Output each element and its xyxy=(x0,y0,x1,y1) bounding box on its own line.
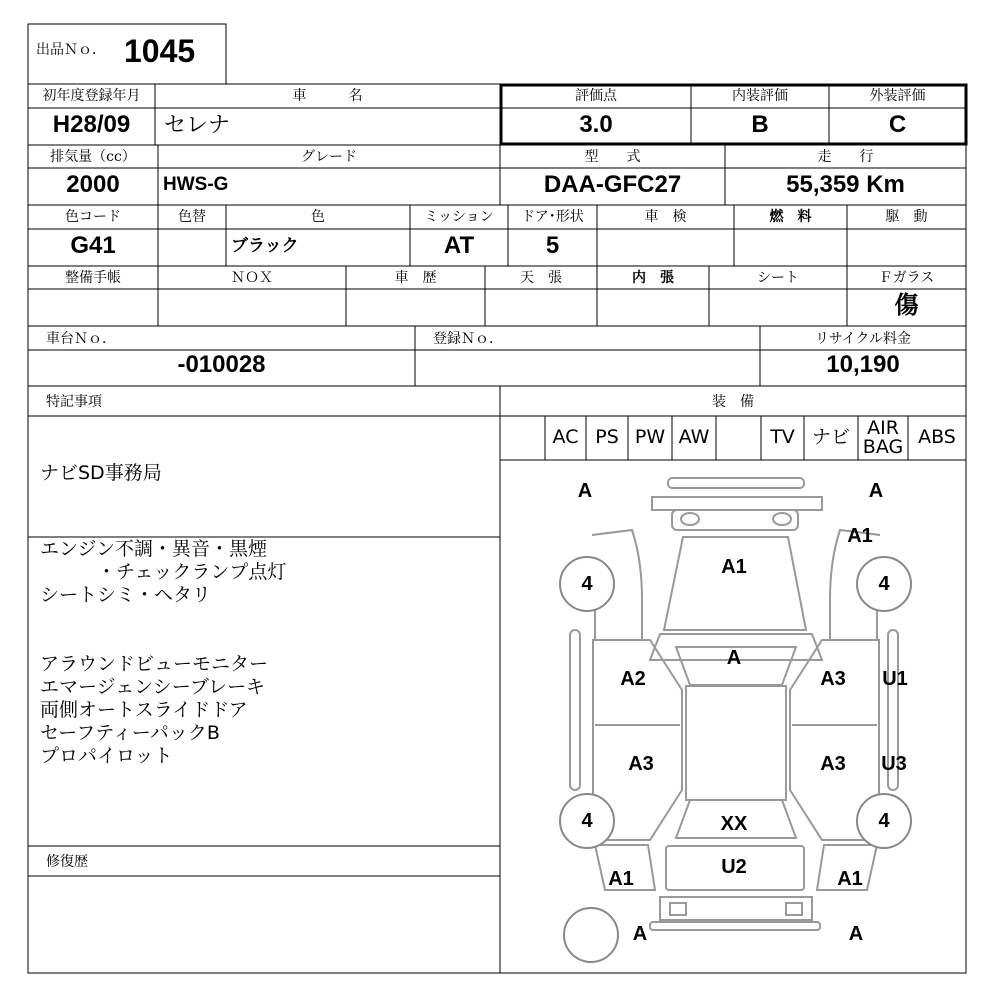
notes-line: 両側オートスライドドア xyxy=(40,699,248,721)
equipment-label: 装 備 xyxy=(712,394,754,410)
tire-front-left: 4 xyxy=(559,556,615,612)
damage-rear-right-edge: U3 xyxy=(881,753,907,775)
car-name-label: 車 名 xyxy=(292,88,363,104)
roof-lining-label: 天 張 xyxy=(520,270,562,286)
chassis-label: 車台Ｎｏ． xyxy=(46,331,116,347)
mileage-value: 55,359 Km xyxy=(786,171,905,198)
nox-label: ＮＯＸ xyxy=(231,270,273,286)
exterior-grade-value: C xyxy=(888,111,907,138)
notes-line: シートシミ・ヘタリ xyxy=(40,584,212,606)
equipment-airbag: AIR BAG xyxy=(862,417,904,458)
score-label: 評価点 xyxy=(575,88,617,104)
mission-label: ミッション xyxy=(424,209,494,225)
damage-front-right-edge: U1 xyxy=(882,668,908,690)
tire-front-right: 4 xyxy=(856,556,912,612)
maintenance-book-label: 整備手帳 xyxy=(65,270,121,286)
car-history-label: 車 歴 xyxy=(394,270,437,286)
damage-grille-right: A1 xyxy=(847,525,873,547)
color-code-value: G41 xyxy=(70,232,116,259)
lot-number-label: 出品Ｎｏ． xyxy=(36,42,106,58)
interior-grade-label: 内装評価 xyxy=(732,88,788,104)
registration-label: 初年度登録年月 xyxy=(42,88,141,104)
registration-value: H28/09 xyxy=(52,111,131,138)
grade-value: HWS-G xyxy=(163,174,229,195)
lot-number: 1045 xyxy=(124,33,196,69)
mileage-label: 走 行 xyxy=(817,149,874,165)
damage-rear-bumper-left: A xyxy=(632,923,648,945)
damage-tailgate: U2 xyxy=(721,856,747,878)
door-value: 5 xyxy=(545,232,560,259)
drive-label: 駆 動 xyxy=(885,209,928,225)
damage-front-door-right: A3 xyxy=(820,668,846,690)
model-label: 型 式 xyxy=(584,149,641,165)
notes-line: セーフティーパックB xyxy=(40,722,220,744)
fuel-label: 燃 料 xyxy=(769,209,812,225)
model-value: DAA-GFC27 xyxy=(543,171,682,198)
damage-front-left: A xyxy=(577,480,593,502)
color-code-label: 色コード xyxy=(65,209,121,225)
notes-line: プロパイロット xyxy=(40,745,173,767)
notes-line: エンジン不調・異音・黒煙 xyxy=(40,538,268,560)
repair-history-label: 修復歴 xyxy=(46,854,88,870)
equipment-abs: ABS xyxy=(918,426,956,448)
registration-no-label: 登録Ｎｏ． xyxy=(433,331,503,347)
damage-rear-bumper-right: A xyxy=(848,923,864,945)
equipment-tv: TV xyxy=(770,426,795,448)
notes-line: エマージェンシーブレーキ xyxy=(40,676,266,698)
chassis-value: -010028 xyxy=(177,351,266,378)
damage-rear-door-left: A3 xyxy=(628,753,654,775)
interior-grade-value: B xyxy=(751,111,769,138)
tire-spare xyxy=(563,907,619,963)
exterior-grade-label: 外装評価 xyxy=(869,88,926,104)
damage-hood: A1 xyxy=(721,556,747,578)
displacement-label: 排気量（cc） xyxy=(50,149,136,165)
displacement-value: 2000 xyxy=(66,171,120,198)
notes-label: 特記事項 xyxy=(46,394,102,410)
damage-front-right: A xyxy=(868,480,884,502)
equipment-pw: PW xyxy=(634,426,666,448)
damage-roof: A xyxy=(726,647,742,669)
notes-line: ・チェックランプ点灯 xyxy=(40,561,287,583)
car-name-value: セレナ xyxy=(164,112,231,137)
mission-value: AT xyxy=(443,232,475,259)
color-change-label: 色替 xyxy=(178,209,206,225)
notes-line-navi: ナビSD事務局 xyxy=(40,462,162,484)
grade-label: グレード xyxy=(301,149,357,165)
tire-rear-right: 4 xyxy=(856,793,912,849)
equipment-navi: ナビ xyxy=(811,426,850,448)
inspection-label: 車 検 xyxy=(644,209,687,225)
front-glass-value: 傷 xyxy=(894,292,919,319)
seat-label: シート xyxy=(757,270,799,286)
damage-rear-door-right: A3 xyxy=(820,753,846,775)
front-glass-label: Ｆガラス xyxy=(878,270,935,286)
damage-rear-quarter-right: A1 xyxy=(837,868,863,890)
tire-rear-left: 4 xyxy=(559,793,615,849)
equipment-ac: AC xyxy=(552,426,579,448)
door-label: ドア･形状 xyxy=(521,209,584,225)
color-value: ブラック xyxy=(231,236,299,255)
damage-rear-quarter-left: A1 xyxy=(608,868,634,890)
color-label: 色 xyxy=(311,209,325,225)
recycle-fee-label: リサイクル料金 xyxy=(814,331,912,347)
damage-front-door-left: A2 xyxy=(620,668,646,690)
recycle-fee-value: 10,190 xyxy=(826,351,900,378)
inner-lining-label: 内 張 xyxy=(632,270,674,286)
notes-line: アラウンドビューモニター xyxy=(40,653,269,675)
damage-rear-glass: XX xyxy=(720,813,748,835)
equipment-aw: AW xyxy=(678,426,710,448)
score-value: 3.0 xyxy=(579,111,613,138)
equipment-ps: PS xyxy=(595,426,619,448)
